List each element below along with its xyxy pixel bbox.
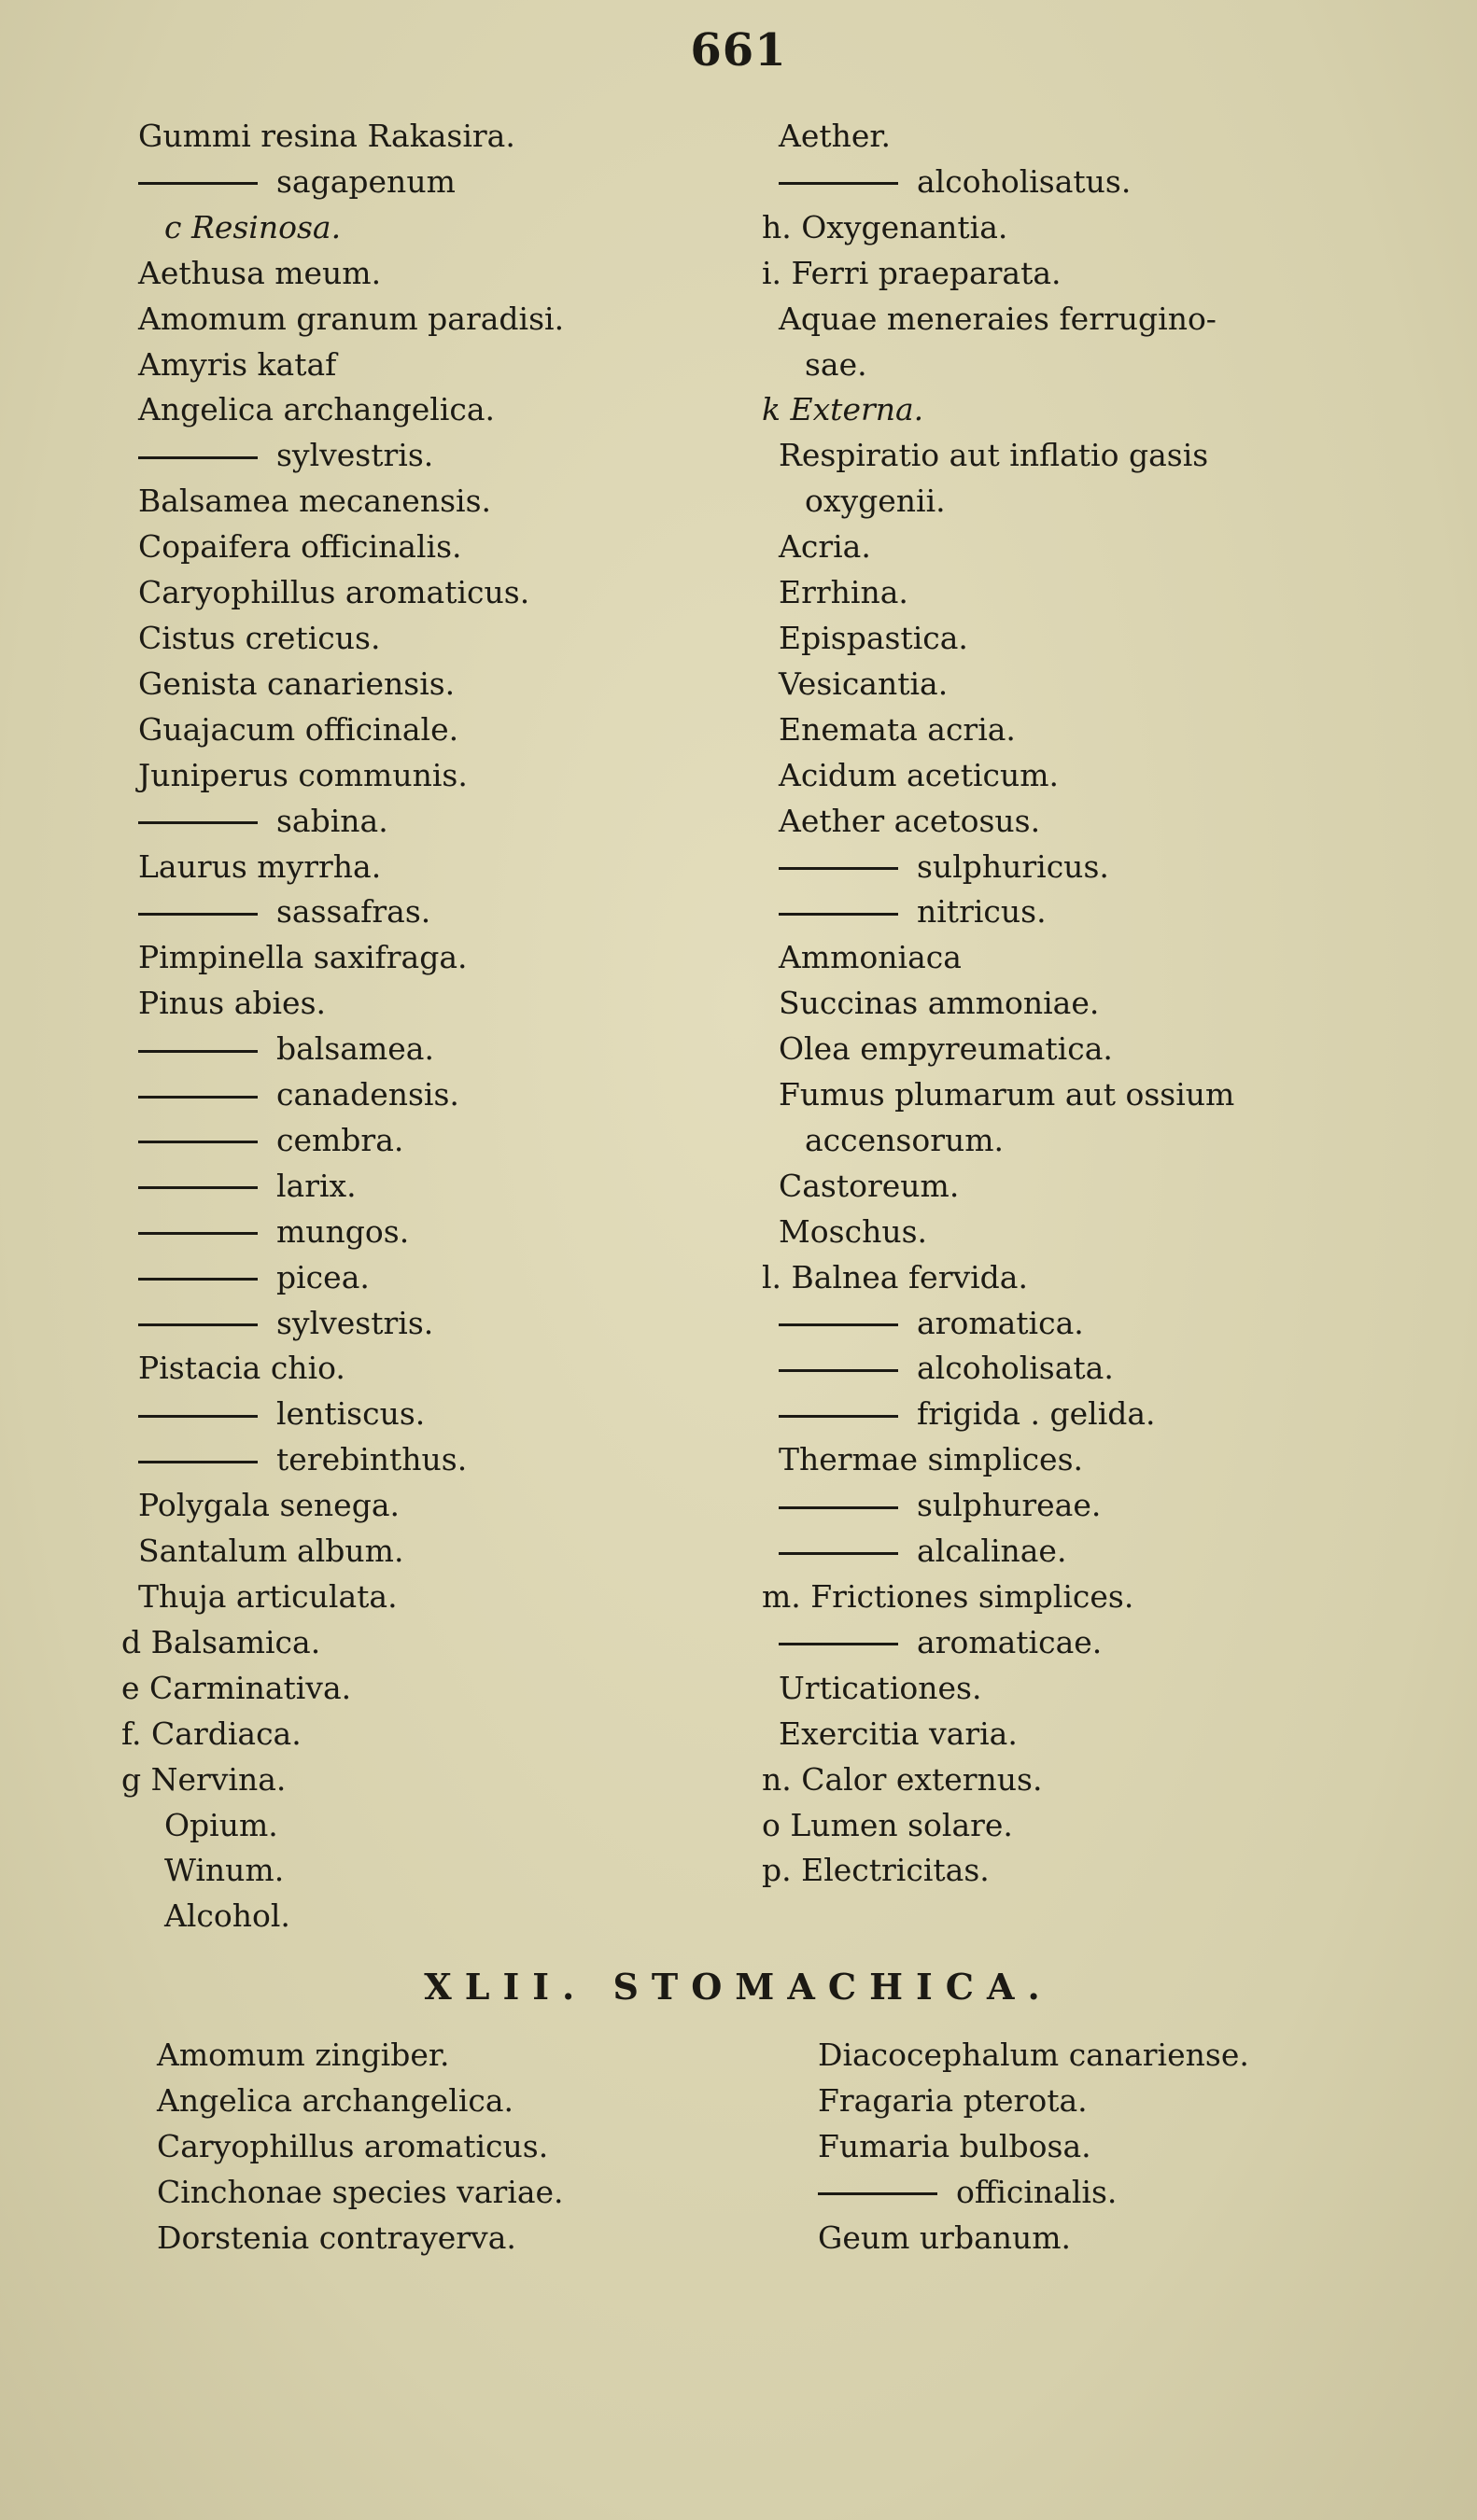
- entry-line: [779, 1301, 1432, 1347]
- entry-text: Alcohol.: [164, 1897, 290, 1935]
- ditto-dash: [138, 1232, 258, 1235]
- ditto-dash: [138, 1461, 258, 1463]
- entry-text: Fragaria pterota.: [818, 2081, 1088, 2119]
- ditto-dash: [138, 821, 258, 824]
- entry-text: sagapenum: [276, 162, 456, 200]
- entry-text: balsamea.: [276, 1030, 434, 1068]
- entry-line: [779, 1666, 1432, 1712]
- entry-text: Laurus myrrha.: [138, 847, 382, 885]
- ditto-dash: [138, 1278, 258, 1281]
- ditto-dash: [779, 1369, 898, 1372]
- entry-line: [779, 845, 1432, 890]
- entry-line: [762, 205, 1432, 251]
- entry-text: Diacocephalum canariense.: [818, 2037, 1249, 2073]
- entry-line: [779, 1620, 1432, 1666]
- entry-text: nitricus.: [917, 893, 1047, 931]
- entry-text: Geum urbanum.: [818, 2219, 1072, 2256]
- entry-text: Respiratio aut inflatio gasis: [779, 437, 1209, 474]
- entry-line: [138, 1301, 792, 1347]
- entry-line: [779, 114, 1432, 160]
- entry-text: d Balsamica.: [121, 1623, 321, 1660]
- entry-line: [138, 799, 792, 845]
- entry-line: [762, 1575, 1432, 1620]
- entry-line: [779, 799, 1432, 845]
- ditto-dash: [138, 1415, 258, 1418]
- entry-line: [138, 387, 792, 433]
- entry-line: [779, 1529, 1432, 1575]
- entry-text: mungos.: [276, 1212, 410, 1250]
- entry-text: picea.: [276, 1258, 370, 1295]
- entry-line: [121, 1666, 792, 1712]
- entry-text: Winum.: [164, 1852, 285, 1889]
- entry-line: [779, 1118, 1432, 1164]
- entry-line: [762, 251, 1432, 297]
- ditto-dash: [779, 1415, 898, 1418]
- entry-line: [138, 935, 792, 981]
- entry-line: [138, 616, 792, 662]
- entry-line: [779, 1027, 1432, 1072]
- entry-text: Enemata acria.: [779, 710, 1016, 748]
- entry-text: sylvestris.: [276, 1304, 434, 1341]
- entry-text: i. Ferri praeparata.: [762, 254, 1062, 291]
- entry-line: [138, 707, 792, 753]
- entry-text: alcalinae.: [917, 1533, 1067, 1570]
- entry-line: [779, 1392, 1432, 1437]
- entry-text: Olea empyreumatica.: [779, 1030, 1113, 1068]
- entry-text: sulphureae.: [917, 1487, 1102, 1524]
- entry-line: [138, 753, 792, 799]
- entry-text: Angelica archangelica.: [138, 391, 496, 428]
- entry-line: [157, 2033, 792, 2079]
- entry-text: p. Electricitas.: [762, 1852, 990, 1889]
- entry-text: terebinthus.: [276, 1441, 468, 1478]
- entry-line: [762, 1757, 1432, 1803]
- left-column: [121, 114, 792, 1939]
- ditto-dash: [779, 182, 898, 185]
- entry-line: [138, 1848, 792, 1894]
- ditto-dash: [779, 913, 898, 916]
- section-right-column: [818, 2033, 1453, 2261]
- entry-text: Balsamea mecanensis.: [138, 483, 492, 520]
- entry-text: m. Frictiones simplices.: [762, 1578, 1134, 1615]
- entry-line: [138, 1437, 792, 1483]
- entry-line: [779, 1712, 1432, 1757]
- entry-text: aromaticae.: [917, 1623, 1103, 1660]
- entry-line: [121, 1620, 792, 1666]
- entry-line: [138, 1392, 792, 1437]
- entry-line: [121, 1757, 792, 1803]
- ditto-dash: [138, 1050, 258, 1053]
- entry-text: k Externa.: [762, 391, 924, 428]
- entry-line: [779, 616, 1432, 662]
- entry-text: Cinchonae species variae.: [157, 2173, 564, 2210]
- entry-line: [138, 845, 792, 890]
- entry-text: alcoholisata.: [917, 1350, 1114, 1387]
- ditto-dash: [138, 1096, 258, 1099]
- entry-line: [762, 1848, 1432, 1894]
- right-column: [762, 114, 1432, 1894]
- entry-line: [779, 160, 1432, 205]
- entry-line: [779, 433, 1432, 479]
- entry-text: l. Balnea fervida.: [762, 1258, 1028, 1295]
- entry-text: lentiscus.: [276, 1395, 426, 1433]
- entry-text: oxygenii.: [805, 483, 946, 520]
- entry-line: [138, 433, 792, 479]
- entry-text: Moschus.: [779, 1212, 928, 1250]
- entry-line: [138, 1575, 792, 1620]
- entry-line: [138, 1483, 792, 1529]
- entry-line: [779, 1210, 1432, 1255]
- entry-text: Errhina.: [779, 574, 908, 611]
- entry-line: [779, 707, 1432, 753]
- entry-text: Acidum aceticum.: [779, 756, 1060, 793]
- entry-line: [762, 1803, 1432, 1849]
- entry-line: [779, 1346, 1432, 1392]
- ditto-dash: [779, 867, 898, 870]
- entry-text: Angelica archangelica.: [157, 2081, 514, 2119]
- ditto-dash: [779, 1643, 898, 1645]
- entry-text: Amomum granum paradisi.: [138, 300, 565, 337]
- entry-text: cembra.: [276, 1121, 404, 1158]
- ditto-dash: [138, 1141, 258, 1143]
- entry-line: [779, 479, 1432, 525]
- entry-line: [138, 1894, 792, 1939]
- entry-text: f. Cardiaca.: [121, 1715, 302, 1752]
- entry-text: Acria.: [779, 528, 871, 566]
- entry-text: Copaifera officinalis.: [138, 528, 462, 566]
- entry-text: Pistacia chio.: [138, 1350, 345, 1387]
- entry-line: [121, 1712, 792, 1757]
- entry-text: frigida . gelida.: [917, 1395, 1156, 1433]
- ditto-dash: [138, 1186, 258, 1189]
- entry-line: [157, 2079, 792, 2124]
- entry-line: [818, 2170, 1453, 2216]
- entry-text: Caryophillus aromaticus.: [157, 2127, 549, 2164]
- entry-text: sylvestris.: [276, 437, 434, 474]
- entry-text: Pimpinella saxifraga.: [138, 939, 468, 976]
- entry-text: Aether.: [779, 118, 892, 154]
- entry-line: [138, 1164, 792, 1210]
- entry-line: [779, 570, 1432, 616]
- section-heading: XLII. STOMACHICA.: [424, 1966, 1053, 2008]
- entry-line: [779, 935, 1432, 981]
- entry-text: Exercitia varia.: [779, 1715, 1018, 1752]
- entry-text: sulphuricus.: [917, 847, 1109, 885]
- entry-line: [157, 2124, 792, 2170]
- entry-line: [779, 1483, 1432, 1529]
- entry-text: Caryophillus aromaticus.: [138, 574, 530, 611]
- entry-text: sae.: [805, 345, 867, 383]
- entry-text: Juniperus communis.: [138, 756, 468, 793]
- entry-text: Thermae simplices.: [779, 1441, 1084, 1478]
- entry-text: o Lumen solare.: [762, 1806, 1013, 1843]
- entry-line: [138, 662, 792, 707]
- entry-line: [779, 1437, 1432, 1483]
- entry-line: [138, 343, 792, 388]
- entry-text: c Resinosa.: [164, 208, 342, 245]
- entry-line: [779, 343, 1432, 388]
- ditto-dash: [138, 182, 258, 185]
- entry-text: Guajacum officinale.: [138, 710, 459, 748]
- ditto-dash: [779, 1552, 898, 1555]
- entry-line: [818, 2033, 1453, 2079]
- entry-line: [138, 1803, 792, 1849]
- entry-text: Pinus abies.: [138, 985, 326, 1022]
- entry-text: Gummi resina Rakasira.: [138, 118, 515, 154]
- entry-text: canadensis.: [276, 1076, 459, 1113]
- entry-line: [138, 525, 792, 570]
- entry-text: officinalis.: [956, 2173, 1118, 2210]
- entry-line: [138, 1529, 792, 1575]
- entry-line: [779, 297, 1432, 343]
- entry-line: [779, 525, 1432, 570]
- entry-text: Amyris kataf: [138, 345, 337, 383]
- entry-text: n. Calor externus.: [762, 1760, 1043, 1798]
- ditto-dash: [818, 2192, 937, 2195]
- entry-text: sassafras.: [276, 893, 431, 931]
- entry-text: Genista canariensis.: [138, 665, 456, 702]
- entry-line: [779, 1164, 1432, 1210]
- entry-text: Aquae meneraies ferrugino-: [779, 300, 1217, 337]
- entry-text: Santalum album.: [138, 1533, 404, 1570]
- ditto-dash: [138, 913, 258, 916]
- entry-line: [138, 1072, 792, 1118]
- entry-text: Succinas ammoniae.: [779, 985, 1100, 1022]
- ditto-dash: [138, 456, 258, 459]
- entry-text: g Nervina.: [121, 1760, 287, 1798]
- entry-text: Fumus plumarum aut ossium: [779, 1076, 1235, 1113]
- entry-line: [762, 1255, 1432, 1301]
- entry-text: Epispastica.: [779, 619, 968, 656]
- entry-line: [138, 1118, 792, 1164]
- entry-line: [138, 251, 792, 297]
- entry-line: [138, 1027, 792, 1072]
- ditto-dash: [779, 1506, 898, 1509]
- entry-line: [138, 889, 792, 935]
- entry-line: [138, 981, 792, 1027]
- entry-line: [779, 889, 1432, 935]
- entry-line: [818, 2124, 1453, 2170]
- entry-line: [157, 2216, 792, 2261]
- entry-text: larix.: [276, 1167, 357, 1204]
- entry-line: [762, 387, 1432, 433]
- entry-text: Amomum zingiber.: [157, 2037, 450, 2073]
- entry-text: Vesicantia.: [779, 665, 949, 702]
- entry-text: Dorstenia contrayerva.: [157, 2219, 516, 2256]
- entry-text: h. Oxygenantia.: [762, 208, 1008, 245]
- entry-text: sabina.: [276, 802, 388, 839]
- entry-line: [779, 1072, 1432, 1118]
- entry-line: [818, 2079, 1453, 2124]
- entry-line: [138, 1346, 792, 1392]
- entry-text: Aethusa meum.: [138, 254, 382, 291]
- ditto-dash: [779, 1323, 898, 1326]
- entry-text: Urticationes.: [779, 1669, 982, 1706]
- entry-text: Fumaria bulbosa.: [818, 2127, 1091, 2164]
- entry-text: accensorum.: [805, 1121, 1005, 1158]
- entry-text: e Carminativa.: [121, 1669, 352, 1706]
- entry-text: Aether acetosus.: [779, 802, 1041, 839]
- ditto-dash: [138, 1323, 258, 1326]
- entry-line: [138, 1255, 792, 1301]
- section-left-column: [157, 2033, 792, 2261]
- entry-text: aromatica.: [917, 1304, 1084, 1341]
- entry-line: [138, 1210, 792, 1255]
- entry-text: Polygala senega.: [138, 1487, 400, 1524]
- entry-line: [818, 2216, 1453, 2261]
- page-number: 661: [690, 24, 787, 77]
- entry-line: [138, 205, 792, 251]
- entry-line: [779, 981, 1432, 1027]
- entry-line: [779, 753, 1432, 799]
- entry-line: [138, 297, 792, 343]
- entry-line: [138, 114, 792, 160]
- entry-line: [138, 479, 792, 525]
- entry-text: Opium.: [164, 1806, 278, 1843]
- entry-text: Castoreum.: [779, 1167, 960, 1204]
- entry-text: Cistus creticus.: [138, 619, 381, 656]
- entry-text: Thuja articulata.: [138, 1578, 398, 1615]
- entry-text: alcoholisatus.: [917, 162, 1132, 200]
- entry-line: [779, 662, 1432, 707]
- entry-text: Ammoniaca: [779, 939, 962, 976]
- entry-line: [157, 2170, 792, 2216]
- entry-line: [138, 570, 792, 616]
- entry-line: [138, 160, 792, 205]
